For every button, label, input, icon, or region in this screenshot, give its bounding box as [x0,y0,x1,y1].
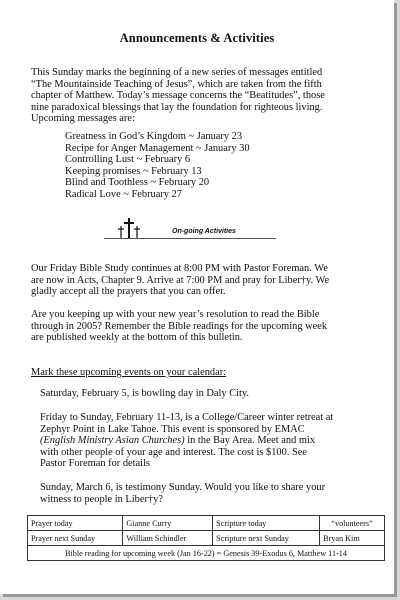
intro-line: nine paradoxical blessings that lay the foundation for righteous living. [31,101,323,113]
event-line: Pastor Foreman for details [40,458,150,470]
bible-study-line: gladly accept all the prayers that you can offer. [31,286,226,298]
intro-paragraph [31,67,381,125]
table-cell: Scripture today [213,516,320,531]
intro-line: “The Mountainside Teaching of Jesus”, which are taken from the fifth [31,78,322,90]
table-cell: William Schindler [123,531,213,546]
resolution-line: through in 2005? Remember the Bible readings for the upcoming week [31,320,328,332]
table-row [28,546,385,561]
schedule-table [27,515,385,561]
table-cell: Scripture next Sunday [213,531,320,546]
message-item: Keeping promises ~ February 13 [65,165,202,177]
resolution-line: Are you keeping up with your new year’s resolution to read the Bible [31,309,320,320]
table-row [28,531,385,546]
event-line-rest: in the Bay Area. Meet and mix [184,435,316,447]
calendar-heading: Mark these upcoming events on your calendar: [31,367,227,378]
cross-icon [116,217,142,239]
message-item: Radical Love ~ February 27 [65,188,182,200]
table-cell: “volunteers” [320,516,385,531]
intro-line: Upcoming messages are: [31,113,135,125]
upcoming-messages-list [65,131,365,201]
event-line [40,435,385,447]
bible-study-line: Our Friday Bible Study continues at 8:00 PM with Pastor Foreman. We [31,263,328,274]
event-line: Saturday, February 5, is bowling day in Daly City. [40,388,250,399]
emac-full-name: (English Ministry Asian Churches) [40,435,185,447]
event-line: Friday to Sunday, February 11-13, is a College/Career winter retreat at [40,412,334,423]
banner-rule [104,238,276,239]
message-item: Controlling Lust ~ February 6 [65,154,191,166]
event-line: with other people of your age and interest. The cost is $100. See [40,446,308,458]
message-item: Recipe for Anger Management ~ January 30 [65,142,250,154]
intro-line: This Sunday marks the beginning of a new series of messages entitled [31,67,323,78]
bowling-event [40,388,385,400]
testimony-event [40,482,385,505]
page-title: Announcements & Activities [119,31,275,45]
event-line: Sunday, March 6, is testimony Sunday. Would you like to share your [40,482,326,493]
table-cell: Prayer today [28,516,123,531]
table-row [28,516,385,531]
ongoing-activities-label: On-going Activities [172,228,236,235]
message-item: Greatness in God’s Kingdom ~ January 23 [65,131,243,142]
event-line: witness to people in Liber†y? [40,493,163,505]
bible-reading-cell: Bible reading for upcoming week (Jan 16-22) = Genesis 39-Exodus 6, Matthew 11-14 [28,546,385,561]
event-line: Zephyr Point in Lake Tahoe. This event is sponsored by EMAC [40,423,305,435]
table-cell: Prayer next Sunday [28,531,123,546]
ongoing-activities-banner [104,223,276,241]
resolution-paragraph [31,309,381,344]
bible-study-line: are now in Acts, Chapter 9. Arrive at 7:00 PM and pray for Liber†y. We [31,274,330,286]
table-cell: Gianne Curry [123,516,213,531]
intro-line: chapter of Matthew. Today’s message concerns the “Beatitudes”, those [31,90,325,102]
resolution-line: are published weekly at the bottom of this bulletin. [31,332,243,344]
retreat-event [40,412,385,470]
bible-study-paragraph [31,263,381,298]
table-cell: Bryan Kim [320,531,385,546]
message-item: Blind and Toothless ~ February 20 [65,177,210,189]
